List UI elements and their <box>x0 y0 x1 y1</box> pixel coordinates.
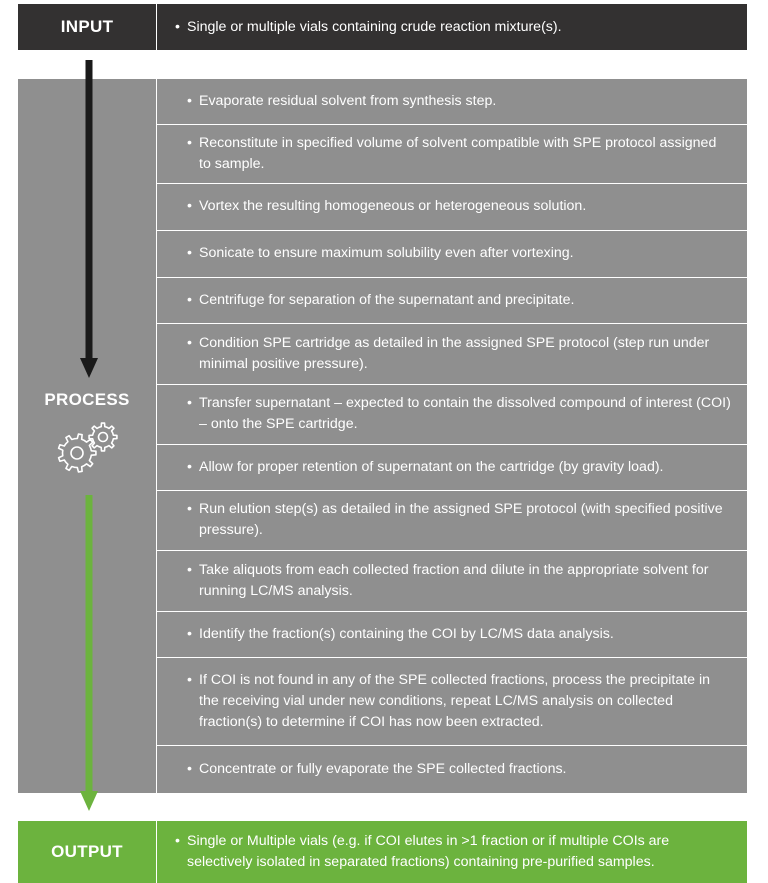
process-step <box>157 230 748 277</box>
output-text: • Single or Multiple vials (e.g. if COI elutes in >1 fraction or if multiple COIs are selectively isolated in separated fractions) containing pre-purified samples. <box>175 831 733 873</box>
output-label: OUTPUT <box>51 842 123 861</box>
input-row <box>18 4 747 50</box>
process-step-text: • Concentrate or fully evaporate the SPE collected fractions. <box>187 759 567 780</box>
step-divider <box>157 124 748 125</box>
process-step-text: • Allow for proper retention of supernatant on the cartridge (by gravity load). <box>187 457 664 478</box>
process-block <box>18 79 747 793</box>
step-divider <box>157 657 748 658</box>
step-divider <box>157 323 748 324</box>
input-text-cell <box>156 4 747 50</box>
output-row <box>18 821 747 883</box>
process-step <box>157 550 748 611</box>
process-step <box>157 323 748 384</box>
process-step-text: • Run elution step(s) as detailed in the assigned SPE protocol (with specified positive pressure). <box>187 499 732 541</box>
input-text: • Single or multiple vials containing crude reaction mixture(s). <box>175 17 562 38</box>
process-step <box>157 444 748 490</box>
process-step <box>157 384 748 444</box>
process-step-text: • Transfer supernatant – expected to contain the dissolved compound of interest (COI) – onto the SPE cartridge. <box>187 393 732 435</box>
process-step <box>157 657 748 745</box>
step-divider <box>157 745 748 746</box>
step-divider <box>157 550 748 551</box>
process-step <box>157 79 748 124</box>
process-step <box>157 745 748 793</box>
process-step <box>157 277 748 323</box>
process-step <box>157 611 748 657</box>
process-step-text: • Sonicate to ensure maximum solubility even after vortexing. <box>187 243 574 264</box>
step-divider <box>157 611 748 612</box>
process-step-text: • Condition SPE cartridge as detailed in the assigned SPE protocol (step run under minimal positive pressure). <box>187 333 732 375</box>
process-step-text: • Reconstitute in specified volume of solvent compatible with SPE protocol assigned to sample. <box>187 133 732 175</box>
step-divider <box>157 490 748 491</box>
gears-icon <box>53 419 123 475</box>
step-divider <box>157 183 748 184</box>
process-steps <box>156 79 748 793</box>
step-divider <box>157 384 748 385</box>
process-step-text: • Evaporate residual solvent from synthesis step. <box>187 91 496 112</box>
step-divider <box>157 444 748 445</box>
step-divider <box>157 230 748 231</box>
process-to-output-arrow <box>79 495 99 815</box>
input-label: INPUT <box>60 17 114 36</box>
step-divider <box>157 277 748 278</box>
process-step-text: • Take aliquots from each collected fraction and dilute in the appropriate solvent for running LC/MS analysis. <box>187 560 732 602</box>
input-to-process-arrow <box>79 60 99 380</box>
output-text-cell <box>156 821 747 883</box>
process-step-text: • If COI is not found in any of the SPE collected fractions, process the precipitate in the receiving vial under new conditions, repeat LC/MS analysis on collected fraction(s) to determine if COI has now been extracted. <box>187 670 732 733</box>
process-step <box>157 490 748 550</box>
process-label: PROCESS <box>44 390 130 409</box>
process-step <box>157 124 748 183</box>
process-step-text: • Vortex the resulting homogeneous or heterogeneous solution. <box>187 196 586 217</box>
process-step <box>157 183 748 230</box>
process-step-text: • Identify the fraction(s) containing the COI by LC/MS data analysis. <box>187 624 614 645</box>
process-step-text: • Centrifuge for separation of the supernatant and precipitate. <box>187 290 574 311</box>
